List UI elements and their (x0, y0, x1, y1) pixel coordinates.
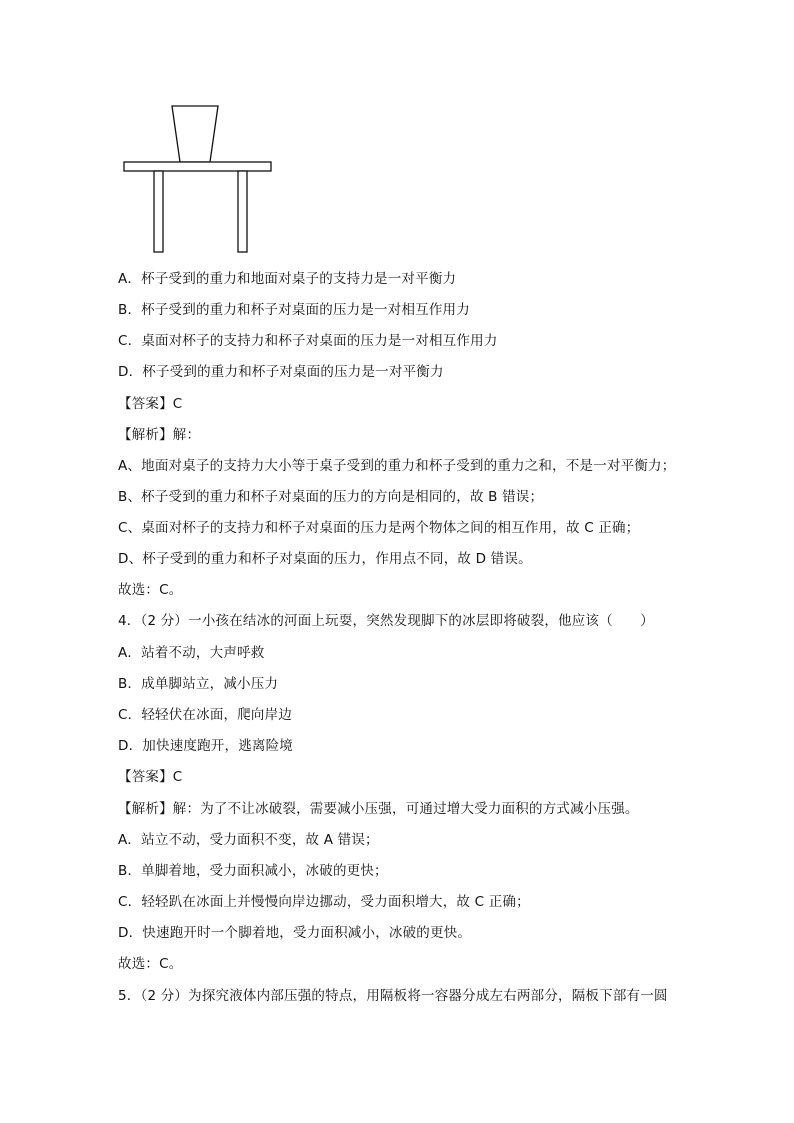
q4-analysis-d: D．快速跑开时一个脚着地，受力面积减小，冰破的更快。 (118, 925, 472, 941)
q4-option-c: C．轻轻伏在冰面，爬向岸边 (118, 707, 293, 723)
q4-answer: 【答案】C (118, 769, 183, 785)
q4-choose: 故选：C。 (118, 956, 183, 972)
q4-stem: 4．（2 分）一小孩在结冰的河面上玩耍，突然发现脚下的冰层即将破裂，他应该（ ） (118, 613, 654, 629)
q4-analysis-a: A．站立不动，受力面积不变，故 A 错误； (118, 832, 379, 848)
table-right-leg (238, 171, 247, 252)
cup-on-table-figure (122, 104, 274, 256)
q3-choose: 故选：C。 (118, 582, 183, 598)
q3-option-c: C．桌面对杯子的支持力和杯子对桌面的压力是一对相互作用力 (118, 333, 498, 349)
q3-analysis-d: D、杯子受到的重力和杯子对桌面的压力，作用点不同，故 D 错误。 (118, 551, 532, 567)
q3-option-d: D．杯子受到的重力和杯子对桌面的压力是一对平衡力 (118, 364, 444, 380)
q3-option-a: A．杯子受到的重力和地面对桌子的支持力是一对平衡力 (118, 271, 457, 287)
q3-option-b: B．杯子受到的重力和杯子对桌面的压力是一对相互作用力 (118, 302, 470, 318)
q4-analysis-c: C．轻轻趴在冰面上并慢慢向岸边挪动，受力面积增大，故 C 正确； (118, 894, 530, 910)
q3-analysis-a: A、地面对桌子的支持力大小等于桌子受到的重力和杯子受到的重力之和，不是一对平衡力； (118, 458, 676, 474)
q3-analysis-c: C、桌面对杯子的支持力和杯子对桌面的压力是两个物体之间的相互作用，故 C 正确； (118, 520, 640, 536)
cup-shape (172, 106, 218, 162)
q4-analysis-b: B．单脚着地，受力面积减小，冰破的更快； (118, 863, 388, 879)
q4-option-b: B．成单脚站立，减小压力 (118, 676, 279, 692)
table-left-leg (154, 171, 163, 252)
q3-answer: 【答案】C (118, 396, 183, 412)
q5-stem: 5．（2 分）为探究液体内部压强的特点，用隔板将一容器分成左右两部分，隔板下部有一圆 (118, 988, 668, 1004)
table-top (124, 162, 271, 171)
q3-analysis-head: 【解析】解： (118, 427, 201, 443)
q3-analysis-b: B、杯子受到的重力和杯子对桌面的压力的方向是相同的，故 B 错误； (118, 489, 544, 505)
q4-option-a: A．站着不动，大声呼救 (118, 645, 265, 661)
q4-option-d: D．加快速度跑开，逃离险境 (118, 738, 293, 754)
q4-analysis-head: 【解析】解：为了不让冰破裂，需要减小压强，可通过增大受力面积的方式减小压强。 (118, 801, 639, 817)
